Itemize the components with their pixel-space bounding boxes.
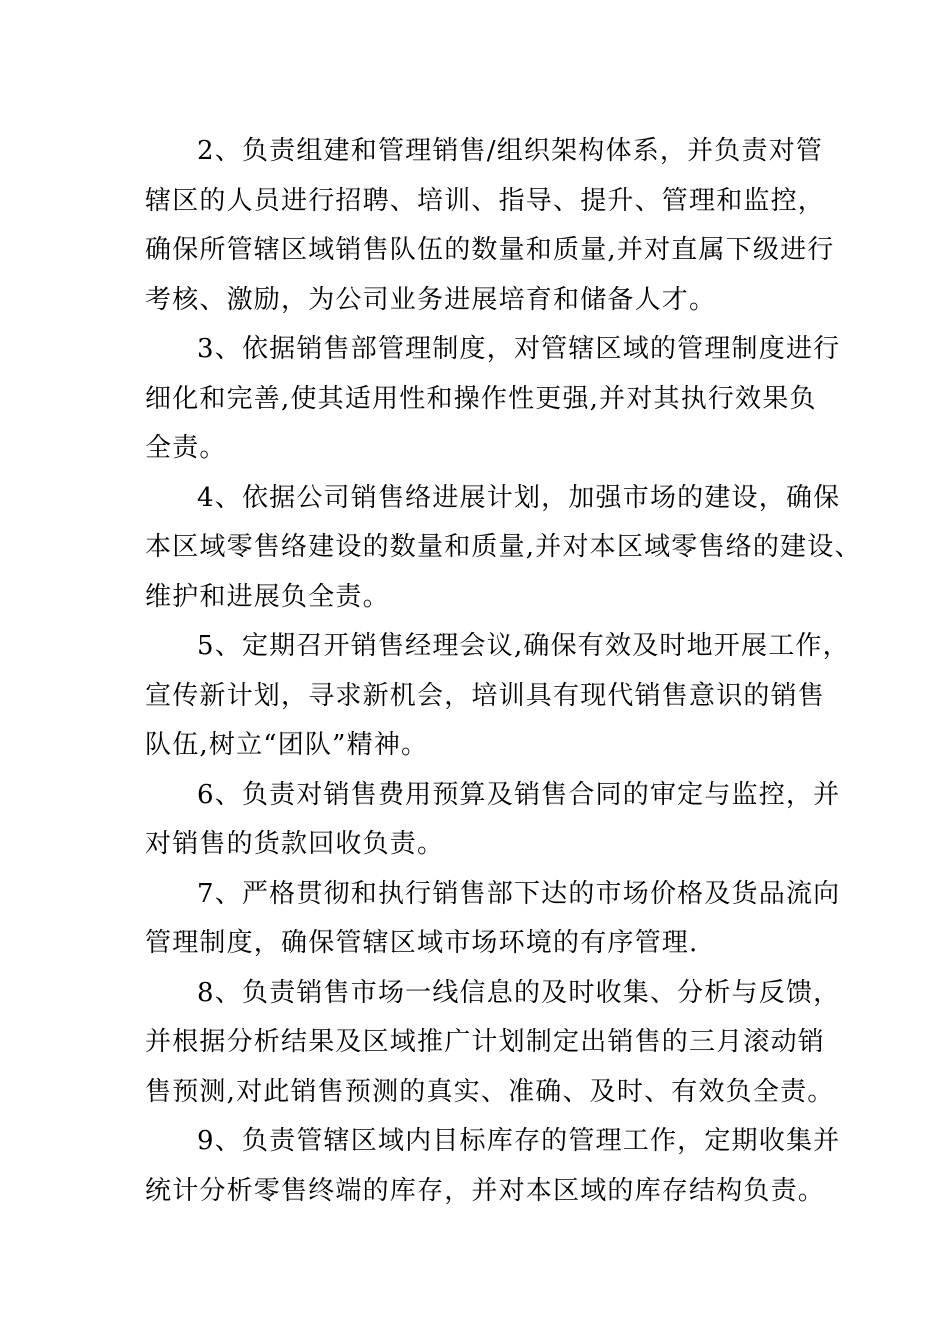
paragraph-line: 9、负责管辖区域内目标库存的管理工作，定期收集并 [197, 1126, 841, 1156]
paragraph-item-2 [145, 127, 835, 325]
paragraph-line: 宣传新计划，寻求新机会，培训具有现代销售意识的销售 [145, 680, 826, 711]
document-body [145, 127, 862, 1216]
paragraph-line: 并根据分析结果及区域推广计划制定出销售的三月滚动销 [145, 1027, 826, 1057]
paragraph-line: 6、负责对销售费用预算及销售合同的审定与监控，并 [197, 779, 841, 810]
paragraph-item-6 [145, 771, 841, 870]
paragraph-line: 考核、激励，为公司业务进展培育和储备人才。 [145, 284, 717, 315]
paragraph-item-9 [145, 1117, 841, 1216]
paragraph-line: 售预测,对此销售预测的真实、准确、及时、有效负全责。 [145, 1076, 835, 1107]
paragraph-line: 3、依据销售部管理制度，对管辖区域的管理制度进行 [197, 334, 841, 364]
paragraph-line: 细化和完善,使其适用性和操作性更强,并对其执行效果负 [145, 383, 817, 414]
paragraph-line: 队伍,树立“团队”精神。 [145, 730, 429, 760]
paragraph-item-4 [145, 474, 862, 623]
paragraph-line: 4、依据公司销售络进展计划，加强市场的建设，确保 [197, 482, 841, 513]
paragraph-line: 本区域零售络建设的数量和质量,并对本区域零售络的建设、 [145, 532, 862, 562]
paragraph-item-7 [145, 870, 841, 969]
paragraph-line: 2、负责组建和管理销售/组织架构体系，并负责对管 [197, 136, 824, 166]
paragraph-item-8 [145, 969, 841, 1118]
paragraph-item-3 [145, 325, 841, 474]
paragraph-line: 管理制度，确保管辖区域市场环境的有序管理. [145, 928, 699, 958]
paragraph-line: 8、负责销售市场一线信息的及时收集、分析与反馈， [197, 977, 841, 1008]
paragraph-line: 维护和进展负全责。 [145, 581, 390, 612]
paragraph-item-5 [145, 622, 850, 771]
paragraph-line: 全责。 [145, 433, 227, 463]
paragraph-line: 7、严格贯彻和执行销售部下达的市场价格及货品流向 [197, 878, 841, 909]
paragraph-line: 确保所管辖区域销售队伍的数量和质量,并对直属下级进行 [145, 235, 835, 265]
paragraph-line: 辖区的人员进行招聘、培训、指导、提升、管理和监控， [145, 185, 826, 216]
paragraph-line: 对销售的货款回收负责。 [145, 829, 445, 859]
paragraph-line: 5、定期召开销售经理会议,确保有效及时地开展工作， [197, 631, 850, 661]
paragraph-line: 统计分析零售终端的库存，并对本区域的库存结构负责。 [145, 1175, 826, 1206]
